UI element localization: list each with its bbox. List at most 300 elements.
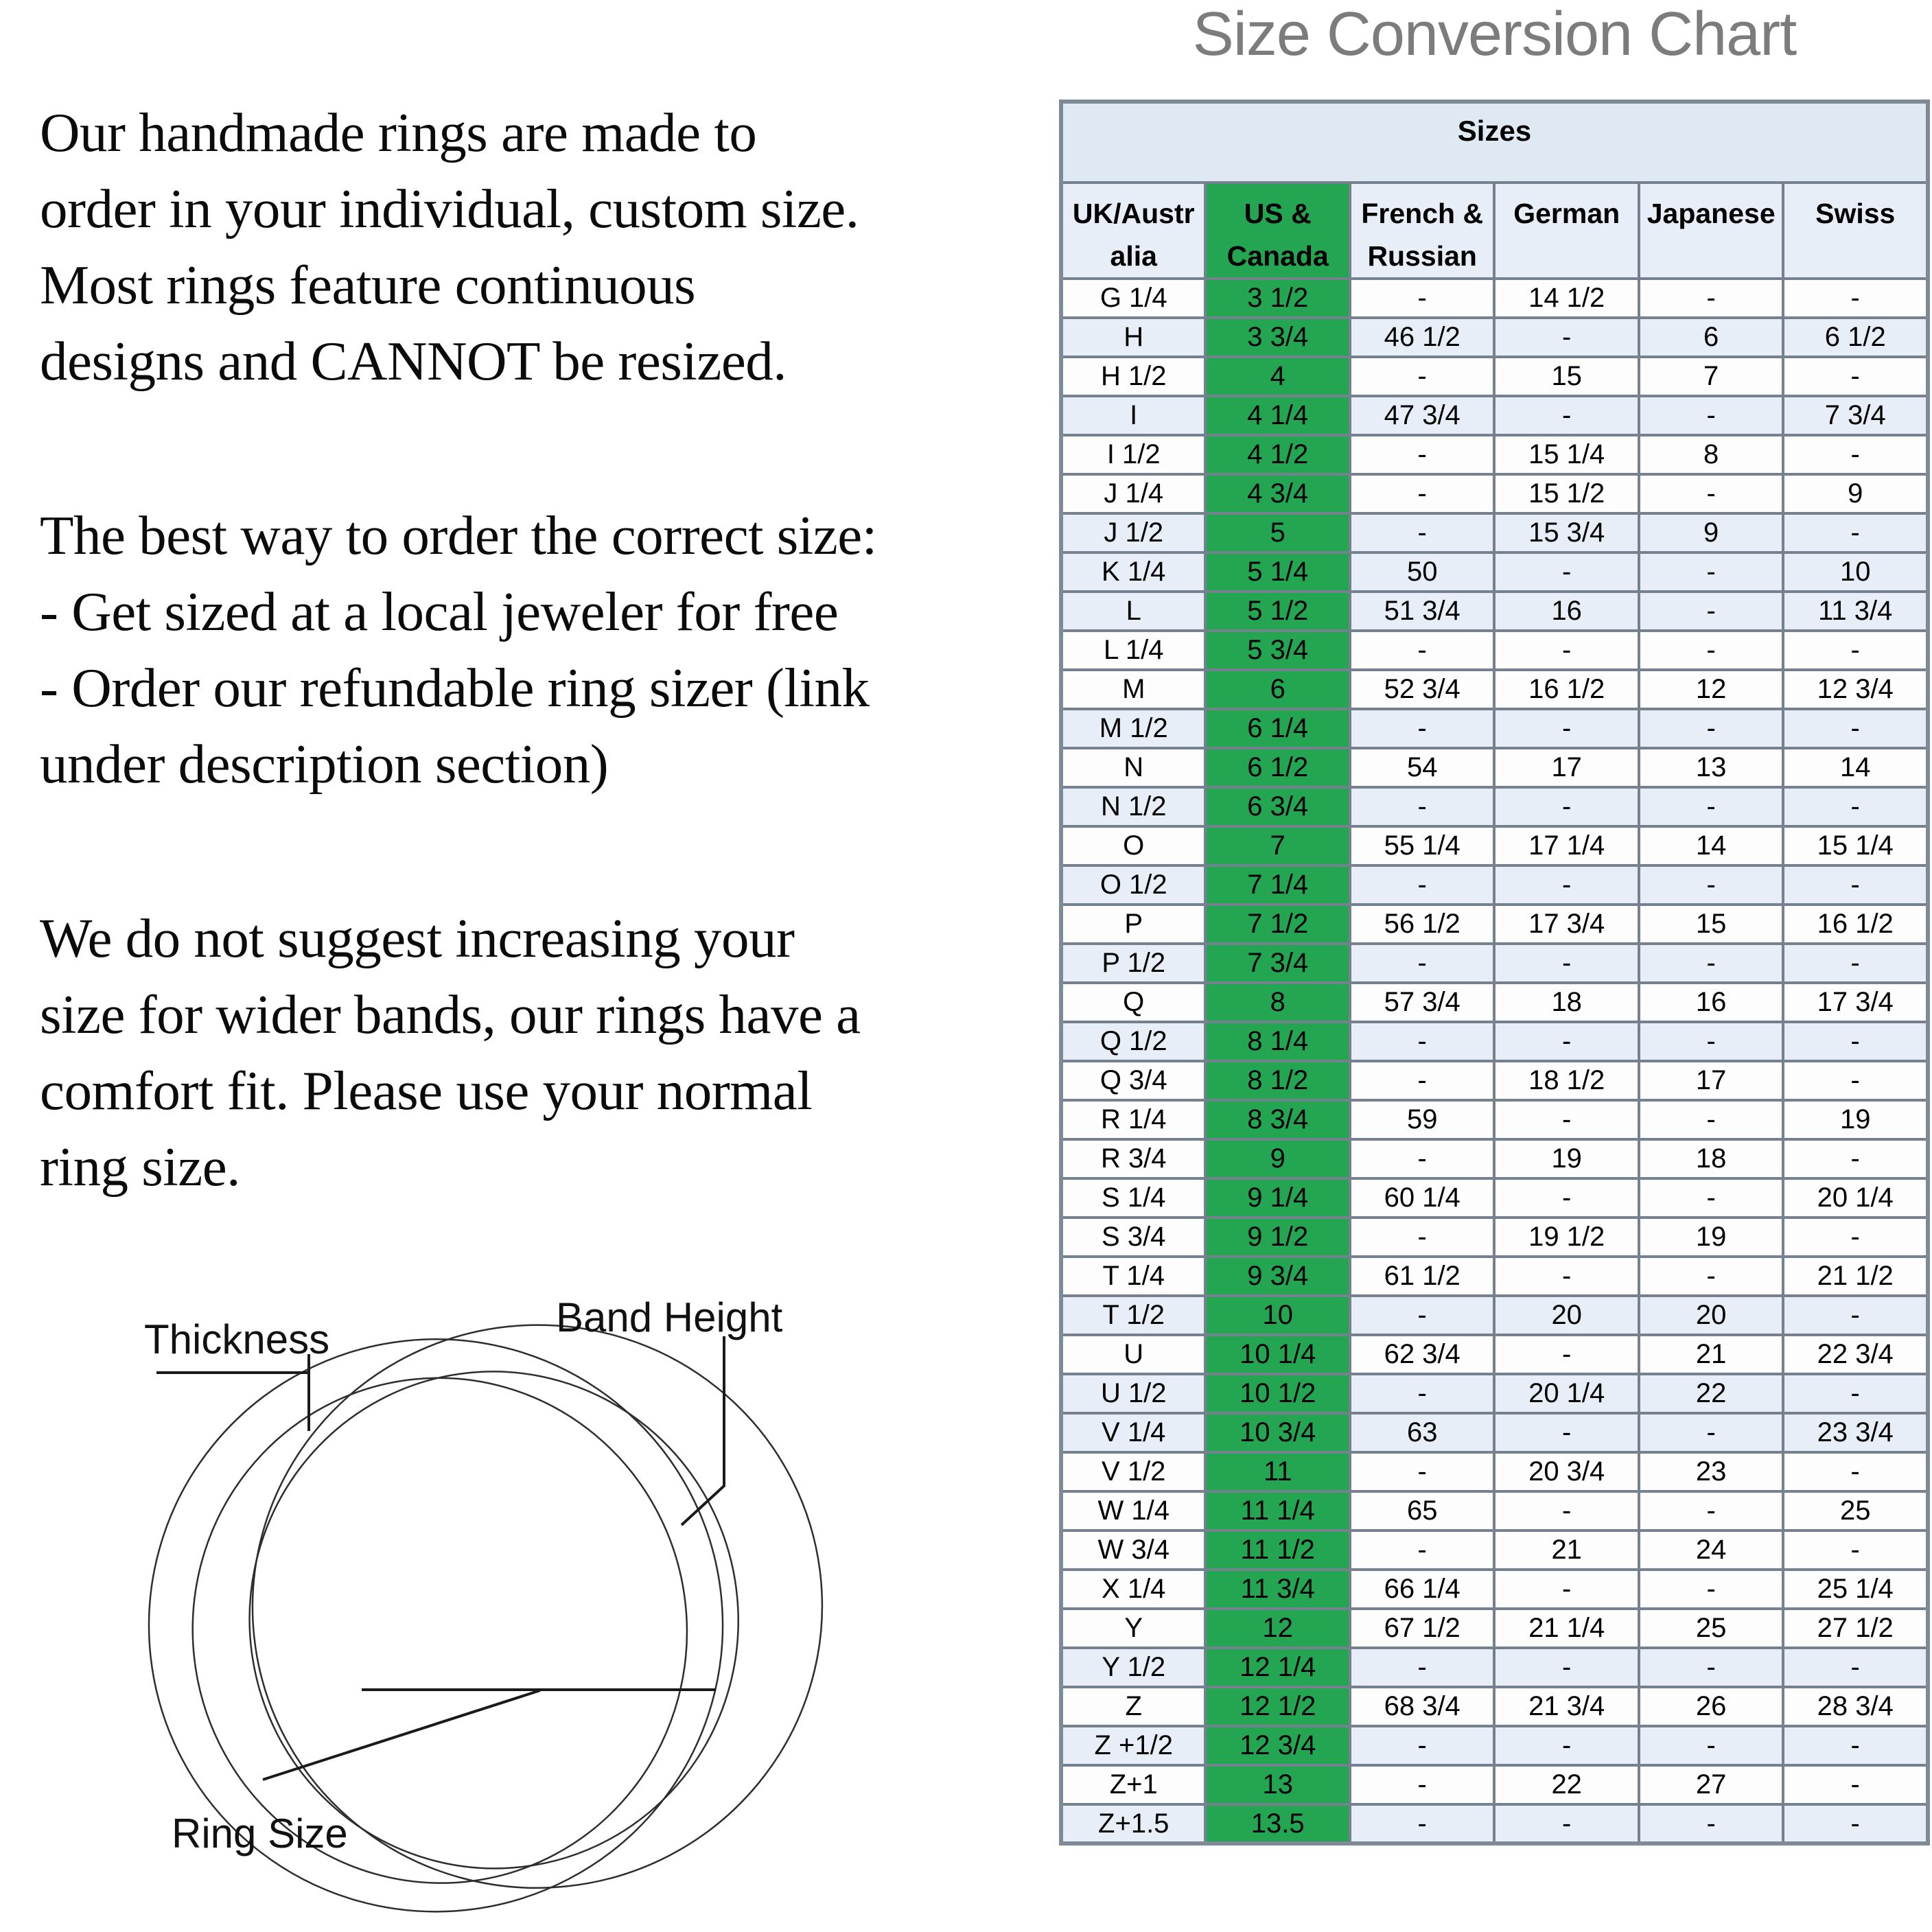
size-cell: -	[1783, 631, 1928, 670]
size-cell: -	[1350, 1374, 1494, 1413]
table-row	[1061, 1139, 1928, 1178]
size-cell: 22	[1639, 1374, 1783, 1413]
size-cell: 62 3/4	[1350, 1335, 1494, 1374]
size-cell: 15 1/2	[1494, 474, 1638, 513]
table-row	[1061, 1491, 1928, 1531]
size-cell: 13	[1639, 748, 1783, 787]
table-row	[1061, 1648, 1928, 1687]
uk-size-cell: S 1/4	[1061, 1178, 1205, 1218]
size-cell: -	[1639, 1726, 1783, 1765]
size-cell: -	[1639, 865, 1783, 905]
size-cell: 5 1/4	[1205, 552, 1349, 592]
thickness-label: Thickness	[144, 1316, 330, 1362]
size-cell: 6	[1639, 318, 1783, 357]
size-cell: -	[1350, 1022, 1494, 1061]
size-cell: -	[1494, 1178, 1638, 1218]
table-row	[1061, 1570, 1928, 1609]
size-cell: -	[1494, 1413, 1638, 1452]
size-cell: -	[1783, 1726, 1928, 1765]
size-cell: 12	[1639, 670, 1783, 709]
size-cell: 16 1/2	[1494, 670, 1638, 709]
size-cell: 59	[1350, 1100, 1494, 1139]
intro-line: We do not suggest increasing your	[40, 907, 795, 969]
size-cell: 8 3/4	[1205, 1100, 1349, 1139]
table-row	[1061, 318, 1928, 357]
table-row	[1061, 552, 1928, 592]
table-row	[1061, 1374, 1928, 1413]
size-cell: -	[1350, 944, 1494, 983]
size-cell: 17 3/4	[1783, 983, 1928, 1022]
uk-size-cell: P 1/2	[1061, 944, 1205, 983]
column-header-german: German	[1494, 183, 1638, 279]
size-cell: 12 3/4	[1205, 1726, 1349, 1765]
size-cell: 57 3/4	[1350, 983, 1494, 1022]
ring-size-leader-line	[263, 1690, 540, 1780]
size-cell: -	[1350, 357, 1494, 396]
size-cell: 16	[1639, 983, 1783, 1022]
size-cell: -	[1494, 1726, 1638, 1765]
column-header-swiss: Swiss	[1783, 183, 1928, 279]
size-cell: -	[1350, 1765, 1494, 1804]
size-cell: 18 1/2	[1494, 1061, 1638, 1100]
size-cell: 25 1/4	[1783, 1570, 1928, 1609]
size-cell: 60 1/4	[1350, 1178, 1494, 1218]
size-cell: 56 1/2	[1350, 905, 1494, 944]
size-cell: 51 3/4	[1350, 592, 1494, 631]
size-cell: 8 1/2	[1205, 1061, 1349, 1100]
size-cell: 47 3/4	[1350, 396, 1494, 435]
intro-line: - Get sized at a local jeweler for free	[40, 581, 839, 642]
table-row	[1061, 905, 1928, 944]
size-cell: -	[1639, 1178, 1783, 1218]
intro-line: under description section)	[40, 733, 609, 795]
size-cell: 6 1/2	[1205, 748, 1349, 787]
size-cell: 8	[1639, 435, 1783, 474]
size-cell: -	[1639, 631, 1783, 670]
size-cell: -	[1639, 396, 1783, 435]
size-cell: -	[1783, 1531, 1928, 1570]
size-cell: 15 3/4	[1494, 513, 1638, 552]
size-cell: 5 3/4	[1205, 631, 1349, 670]
table-row	[1061, 1296, 1928, 1335]
uk-size-cell: W 1/4	[1061, 1491, 1205, 1531]
size-cell: 9	[1205, 1139, 1349, 1178]
uk-size-cell: Y 1/2	[1061, 1648, 1205, 1687]
ring-size-label: Ring Size	[172, 1811, 348, 1857]
uk-size-cell: Q 1/2	[1061, 1022, 1205, 1061]
table-row	[1061, 1452, 1928, 1491]
intro-line: Most rings feature continuous	[40, 254, 696, 316]
size-cell: -	[1350, 1296, 1494, 1335]
uk-size-cell: S 3/4	[1061, 1218, 1205, 1257]
size-cell: -	[1783, 435, 1928, 474]
size-cell: 6	[1205, 670, 1349, 709]
size-cell: -	[1783, 865, 1928, 905]
size-cell: 14 1/2	[1494, 279, 1638, 318]
uk-size-cell: Z+1	[1061, 1765, 1205, 1804]
table-row	[1061, 1765, 1928, 1804]
size-cell: 20 3/4	[1494, 1452, 1638, 1491]
size-cell: -	[1350, 1726, 1494, 1765]
uk-size-cell: Y	[1061, 1609, 1205, 1648]
size-cell: 17	[1494, 748, 1638, 787]
size-cell: 4 1/2	[1205, 435, 1349, 474]
size-cell: -	[1783, 1061, 1928, 1100]
size-cell: 7 1/4	[1205, 865, 1349, 905]
table-row	[1061, 435, 1928, 474]
size-cell: -	[1350, 1139, 1494, 1178]
table-row	[1061, 1218, 1928, 1257]
size-cell: 11 1/2	[1205, 1531, 1349, 1570]
size-cell: 11 3/4	[1205, 1570, 1349, 1609]
uk-size-cell: K 1/4	[1061, 552, 1205, 592]
size-cell: 6 1/2	[1783, 318, 1928, 357]
table-row	[1061, 1022, 1928, 1061]
column-header-us-canada: US & Canada	[1205, 183, 1349, 279]
table-row	[1061, 1061, 1928, 1100]
size-cell: 21	[1494, 1531, 1638, 1570]
intro-line: order in your individual, custom size.	[40, 178, 859, 240]
size-cell: 28 3/4	[1783, 1687, 1928, 1726]
size-cell: 13.5	[1205, 1804, 1349, 1843]
size-cell: 17 1/4	[1494, 826, 1638, 865]
intro-line: size for wider bands, our rings have a	[40, 984, 861, 1045]
uk-size-cell: P	[1061, 905, 1205, 944]
uk-size-cell: W 3/4	[1061, 1531, 1205, 1570]
size-cell: 15 1/4	[1783, 826, 1928, 865]
table-row	[1061, 944, 1928, 983]
size-cell: -	[1639, 1570, 1783, 1609]
size-cell: 17	[1639, 1061, 1783, 1100]
intro-line: comfort fit. Please use your normal	[40, 1060, 813, 1121]
size-cell: 10	[1783, 552, 1928, 592]
table-group-header-row	[1061, 102, 1928, 183]
size-cell: 11 3/4	[1783, 592, 1928, 631]
size-cell: 21 1/4	[1494, 1609, 1638, 1648]
table-row	[1061, 787, 1928, 826]
uk-size-cell: T 1/2	[1061, 1296, 1205, 1335]
size-cell: -	[1639, 1804, 1783, 1843]
size-cell: 5	[1205, 513, 1349, 552]
table-row	[1061, 1687, 1928, 1726]
size-cell: -	[1783, 1648, 1928, 1687]
table-row	[1061, 1335, 1928, 1374]
size-cell: 24	[1639, 1531, 1783, 1570]
size-cell: -	[1639, 1257, 1783, 1296]
uk-size-cell: Z +1/2	[1061, 1726, 1205, 1765]
size-cell: -	[1639, 552, 1783, 592]
uk-size-cell: H	[1061, 318, 1205, 357]
size-cell: 12 1/4	[1205, 1648, 1349, 1687]
size-cell: 25	[1639, 1609, 1783, 1648]
size-conversion-table	[1059, 100, 1930, 1846]
table-row	[1061, 1531, 1928, 1570]
uk-size-cell: U 1/2	[1061, 1374, 1205, 1413]
size-cell: -	[1494, 396, 1638, 435]
table-row	[1061, 1413, 1928, 1452]
intro-line: Our handmade rings are made to	[40, 102, 757, 163]
table-row	[1061, 357, 1928, 396]
size-cell: -	[1783, 787, 1928, 826]
column-header-japanese: Japanese	[1639, 183, 1783, 279]
size-cell: -	[1783, 513, 1928, 552]
size-cell: 66 1/4	[1350, 1570, 1494, 1609]
band-height-label: Band Height	[556, 1294, 783, 1340]
size-cell: 9 1/2	[1205, 1218, 1349, 1257]
size-cell: 20	[1494, 1296, 1638, 1335]
size-cell: 23 3/4	[1783, 1413, 1928, 1452]
size-cell: 6 1/4	[1205, 709, 1349, 748]
size-cell: -	[1350, 474, 1494, 513]
uk-size-cell: M	[1061, 670, 1205, 709]
uk-size-cell: X 1/4	[1061, 1570, 1205, 1609]
size-cell: 20 1/4	[1783, 1178, 1928, 1218]
uk-size-cell: Z+1.5	[1061, 1804, 1205, 1843]
size-cell: -	[1494, 709, 1638, 748]
table-row	[1061, 279, 1928, 318]
uk-size-cell: O 1/2	[1061, 865, 1205, 905]
size-cell: -	[1350, 279, 1494, 318]
intro-text	[40, 95, 1062, 1205]
size-cell: 46 1/2	[1350, 318, 1494, 357]
column-header-uk-australia: UK/Australia	[1061, 183, 1205, 279]
size-cell: -	[1350, 1804, 1494, 1843]
size-cell: 55 1/4	[1350, 826, 1494, 865]
size-cell: -	[1494, 1100, 1638, 1139]
size-cell: 27 1/2	[1783, 1609, 1928, 1648]
size-cell: -	[1350, 1061, 1494, 1100]
size-cell: -	[1783, 279, 1928, 318]
intro-line: The best way to order the correct size:	[40, 504, 877, 566]
size-cell: 15	[1639, 905, 1783, 944]
size-cell: 20 1/4	[1494, 1374, 1638, 1413]
size-cell: -	[1783, 1296, 1928, 1335]
size-cell: 52 3/4	[1350, 670, 1494, 709]
uk-size-cell: L 1/4	[1061, 631, 1205, 670]
table-row	[1061, 396, 1928, 435]
size-cell: 26	[1639, 1687, 1783, 1726]
size-cell: -	[1639, 474, 1783, 513]
size-cell: -	[1494, 1804, 1638, 1843]
intro-paragraph	[40, 95, 1062, 399]
uk-size-cell: Q	[1061, 983, 1205, 1022]
size-cell: 25	[1783, 1491, 1928, 1531]
size-cell: -	[1783, 1374, 1928, 1413]
size-cell: -	[1350, 1531, 1494, 1570]
size-cell: 21	[1639, 1335, 1783, 1374]
size-cell: -	[1494, 552, 1638, 592]
size-cell: -	[1783, 1804, 1928, 1843]
size-cell: -	[1639, 1413, 1783, 1452]
size-cell: 3 1/2	[1205, 279, 1349, 318]
size-cell: -	[1350, 435, 1494, 474]
size-cell: 12	[1205, 1609, 1349, 1648]
size-cell: 12 3/4	[1783, 670, 1928, 709]
size-cell: 6 3/4	[1205, 787, 1349, 826]
size-cell: -	[1350, 513, 1494, 552]
intro-paragraph	[40, 900, 1062, 1205]
size-cell: -	[1639, 787, 1783, 826]
uk-size-cell: G 1/4	[1061, 279, 1205, 318]
table-row	[1061, 474, 1928, 513]
size-cell: 19	[1494, 1139, 1638, 1178]
size-cell: 8 1/4	[1205, 1022, 1349, 1061]
table-row	[1061, 826, 1928, 865]
intro-line: - Order our refundable ring sizer (link	[40, 657, 870, 719]
size-cell: -	[1494, 944, 1638, 983]
table-row	[1061, 670, 1928, 709]
uk-size-cell: J 1/4	[1061, 474, 1205, 513]
size-cell: -	[1494, 631, 1638, 670]
table-row	[1061, 748, 1928, 787]
table-row	[1061, 1726, 1928, 1765]
size-cell: 16	[1494, 592, 1638, 631]
intro-line: ring size.	[40, 1136, 240, 1198]
uk-size-cell: J 1/2	[1061, 513, 1205, 552]
size-cell: 20	[1639, 1296, 1783, 1335]
size-cell: 12 1/2	[1205, 1687, 1349, 1726]
size-cell: 50	[1350, 552, 1494, 592]
size-cell: -	[1783, 1139, 1928, 1178]
uk-size-cell: R 1/4	[1061, 1100, 1205, 1139]
uk-size-cell: V 1/4	[1061, 1413, 1205, 1452]
size-cell: -	[1783, 709, 1928, 748]
size-cell: -	[1639, 1491, 1783, 1531]
size-cell: 21 3/4	[1494, 1687, 1638, 1726]
size-cell: 10 1/2	[1205, 1374, 1349, 1413]
size-cell: 7	[1639, 357, 1783, 396]
size-cell: 17 3/4	[1494, 905, 1638, 944]
table-row	[1061, 1609, 1928, 1648]
size-cell: -	[1350, 1218, 1494, 1257]
table-row	[1061, 631, 1928, 670]
size-cell: 16 1/2	[1783, 905, 1928, 944]
size-cell: 15	[1494, 357, 1638, 396]
size-cell: 18	[1639, 1139, 1783, 1178]
size-cell: 7 3/4	[1783, 396, 1928, 435]
size-cell: 23	[1639, 1452, 1783, 1491]
table-row	[1061, 592, 1928, 631]
uk-size-cell: U	[1061, 1335, 1205, 1374]
size-cell: 19 1/2	[1494, 1218, 1638, 1257]
size-cell: -	[1783, 357, 1928, 396]
size-cell: 7 3/4	[1205, 944, 1349, 983]
size-cell: -	[1350, 1648, 1494, 1687]
size-cell: 4	[1205, 357, 1349, 396]
size-cell: 21 1/2	[1783, 1257, 1928, 1296]
size-cell: 11 1/4	[1205, 1491, 1349, 1531]
table-group-header: Sizes	[1061, 102, 1928, 183]
intro-line: designs and CANNOT be resized.	[40, 330, 787, 392]
size-cell: 14	[1783, 748, 1928, 787]
table-row	[1061, 513, 1928, 552]
size-cell: -	[1783, 1452, 1928, 1491]
size-cell: 61 1/2	[1350, 1257, 1494, 1296]
size-cell: -	[1350, 787, 1494, 826]
size-cell: 9 3/4	[1205, 1257, 1349, 1296]
size-cell: 63	[1350, 1413, 1494, 1452]
size-cell: -	[1639, 279, 1783, 318]
size-cell: -	[1494, 1335, 1638, 1374]
size-cell: 7	[1205, 826, 1349, 865]
size-cell: 13	[1205, 1765, 1349, 1804]
uk-size-cell: L	[1061, 592, 1205, 631]
table-row	[1061, 1178, 1928, 1218]
size-cell: 7 1/2	[1205, 905, 1349, 944]
table-row	[1061, 1804, 1928, 1843]
size-cell: -	[1494, 1022, 1638, 1061]
size-cell: 68 3/4	[1350, 1687, 1494, 1726]
size-cell: 67 1/2	[1350, 1609, 1494, 1648]
uk-size-cell: N 1/2	[1061, 787, 1205, 826]
size-cell: -	[1639, 709, 1783, 748]
uk-size-cell: H 1/2	[1061, 357, 1205, 396]
size-cell: -	[1639, 1648, 1783, 1687]
size-cell: -	[1639, 944, 1783, 983]
size-cell: 22	[1494, 1765, 1638, 1804]
size-cell: 19	[1639, 1218, 1783, 1257]
size-cell: 18	[1494, 983, 1638, 1022]
intro-paragraph	[40, 498, 1062, 802]
size-cell: -	[1783, 1022, 1928, 1061]
uk-size-cell: N	[1061, 748, 1205, 787]
size-cell: -	[1639, 1100, 1783, 1139]
size-cell: -	[1639, 1022, 1783, 1061]
size-cell: -	[1494, 1257, 1638, 1296]
size-cell: -	[1494, 318, 1638, 357]
size-cell: 9	[1783, 474, 1928, 513]
uk-size-cell: V 1/2	[1061, 1452, 1205, 1491]
size-cell: 8	[1205, 983, 1349, 1022]
uk-size-cell: I 1/2	[1061, 435, 1205, 474]
uk-size-cell: Z	[1061, 1687, 1205, 1726]
table-column-header-row	[1061, 183, 1928, 279]
page-title: Size Conversion Chart	[1192, 0, 1797, 69]
size-cell: 54	[1350, 748, 1494, 787]
size-cell: -	[1350, 631, 1494, 670]
table-row	[1061, 1257, 1928, 1296]
size-cell: 5 1/2	[1205, 592, 1349, 631]
size-cell: 3 3/4	[1205, 318, 1349, 357]
size-cell: 10	[1205, 1296, 1349, 1335]
size-cell: -	[1639, 592, 1783, 631]
table-row	[1061, 1100, 1928, 1139]
uk-size-cell: M 1/2	[1061, 709, 1205, 748]
size-cell: 9 1/4	[1205, 1178, 1349, 1218]
size-cell: 11	[1205, 1452, 1349, 1491]
uk-size-cell: I	[1061, 396, 1205, 435]
size-cell: -	[1494, 787, 1638, 826]
size-cell: 19	[1783, 1100, 1928, 1139]
ring-diagram	[65, 1259, 923, 1932]
table-row	[1061, 983, 1928, 1022]
column-header-french-russian: French & Russian	[1350, 183, 1494, 279]
size-cell: -	[1350, 865, 1494, 905]
size-cell: 10 3/4	[1205, 1413, 1349, 1452]
size-cell: -	[1494, 1491, 1638, 1531]
size-cell: -	[1783, 1218, 1928, 1257]
size-cell: -	[1350, 1452, 1494, 1491]
size-cell: 4 3/4	[1205, 474, 1349, 513]
size-cell: 65	[1350, 1491, 1494, 1531]
size-cell: 9	[1639, 513, 1783, 552]
size-cell: 22 3/4	[1783, 1335, 1928, 1374]
uk-size-cell: Q 3/4	[1061, 1061, 1205, 1100]
size-cell: 15 1/4	[1494, 435, 1638, 474]
table-row	[1061, 865, 1928, 905]
band-height-leader-line	[682, 1336, 724, 1525]
size-cell: -	[1494, 1570, 1638, 1609]
